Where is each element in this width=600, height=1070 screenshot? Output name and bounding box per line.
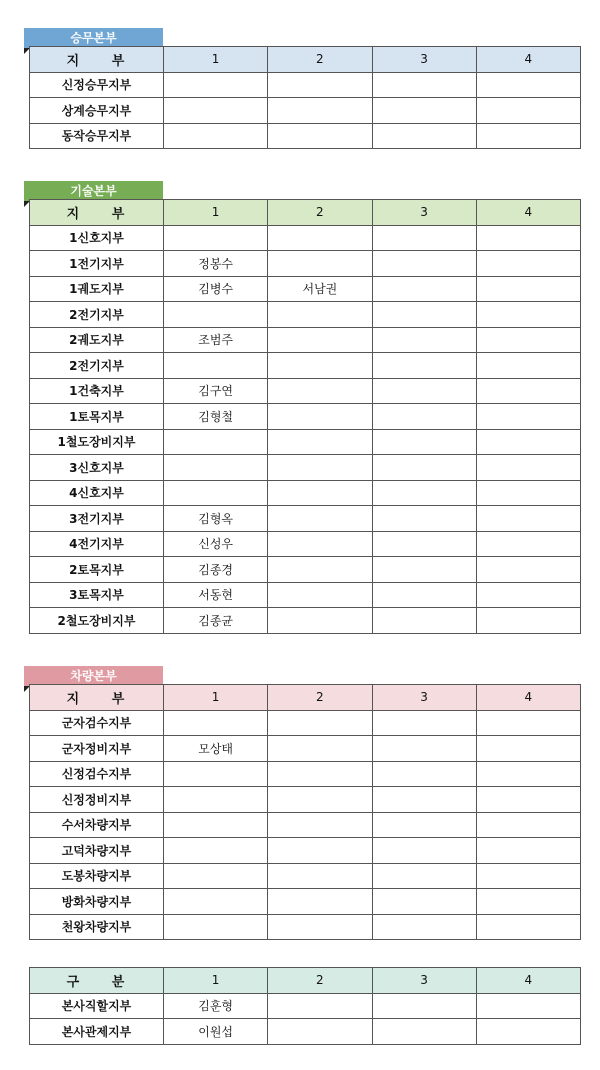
header-label: 지 부	[30, 685, 164, 711]
cell-col-2[interactable]	[268, 812, 372, 838]
branch-name: 신정정비지부	[30, 787, 164, 813]
header-col-1: 1	[164, 685, 268, 711]
cell-col-3[interactable]	[372, 608, 476, 634]
header-col-3: 3	[372, 968, 476, 994]
branch-name: 상계승무지부	[30, 98, 164, 124]
branch-name: 신정승무지부	[30, 72, 164, 98]
cell-col-4[interactable]	[476, 761, 580, 787]
section-tab: 승무본부	[24, 28, 163, 48]
cell-col-1[interactable]: 김구연	[164, 378, 268, 404]
cell-col-3[interactable]	[372, 225, 476, 251]
cell-col-3[interactable]	[372, 787, 476, 813]
cell-col-4[interactable]	[476, 889, 580, 915]
cell-col-3[interactable]	[372, 838, 476, 864]
cell-col-3[interactable]	[372, 506, 476, 532]
cell-col-3[interactable]	[372, 582, 476, 608]
cell-col-2[interactable]	[268, 302, 372, 328]
table-header-row	[30, 968, 581, 994]
table-row	[30, 787, 581, 813]
table-row	[30, 72, 581, 98]
cell-col-2[interactable]	[268, 838, 372, 864]
branch-name: 2전기지부	[30, 353, 164, 379]
header-col-4: 4	[476, 200, 580, 226]
cell-col-1[interactable]	[164, 812, 268, 838]
branch-name: 1철도장비지부	[30, 429, 164, 455]
cell-col-1[interactable]	[164, 480, 268, 506]
cell-col-4[interactable]	[476, 225, 580, 251]
cell-col-2[interactable]	[268, 480, 372, 506]
table-row	[30, 123, 581, 149]
table-row	[30, 276, 581, 302]
cell-col-4[interactable]	[476, 838, 580, 864]
cell-col-4[interactable]	[476, 608, 580, 634]
cell-col-1[interactable]: 김종경	[164, 557, 268, 583]
cell-col-1[interactable]: 김훈형	[164, 993, 268, 1019]
branch-name: 신정검수지부	[30, 761, 164, 787]
branch-name: 본사관제지부	[30, 1019, 164, 1045]
section-tab: 차량본부	[24, 666, 163, 686]
cell-col-3[interactable]	[372, 123, 476, 149]
header-col-2: 2	[268, 200, 372, 226]
branch-name: 도봉차량지부	[30, 863, 164, 889]
cell-col-4[interactable]	[476, 455, 580, 481]
table-row	[30, 302, 581, 328]
cell-col-1[interactable]	[164, 123, 268, 149]
cell-col-4[interactable]	[476, 276, 580, 302]
table-row	[30, 557, 581, 583]
cell-col-2[interactable]	[268, 557, 372, 583]
branch-name: 4전기지부	[30, 531, 164, 557]
header-col-2: 2	[268, 47, 372, 73]
cell-col-3[interactable]	[372, 557, 476, 583]
cell-col-2[interactable]	[268, 710, 372, 736]
cell-col-2[interactable]	[268, 98, 372, 124]
cell-col-1[interactable]: 서동현	[164, 582, 268, 608]
branch-table	[29, 199, 581, 634]
table-row	[30, 327, 581, 353]
header-col-3: 3	[372, 685, 476, 711]
cell-col-2[interactable]	[268, 378, 372, 404]
cell-col-1[interactable]	[164, 72, 268, 98]
cell-col-2[interactable]	[268, 761, 372, 787]
cell-col-2[interactable]	[268, 225, 372, 251]
cell-col-4[interactable]	[476, 557, 580, 583]
table-row	[30, 812, 581, 838]
cell-col-1[interactable]	[164, 710, 268, 736]
branch-name: 1신호지부	[30, 225, 164, 251]
cell-col-3[interactable]	[372, 863, 476, 889]
cell-col-2[interactable]	[268, 787, 372, 813]
cell-col-3[interactable]	[372, 353, 476, 379]
branch-name: 3신호지부	[30, 455, 164, 481]
cell-col-2[interactable]	[268, 914, 372, 940]
table-row	[30, 404, 581, 430]
table-row	[30, 889, 581, 915]
cell-col-4[interactable]	[476, 251, 580, 277]
cell-col-3[interactable]	[372, 531, 476, 557]
cell-col-3[interactable]	[372, 761, 476, 787]
branch-name: 3전기지부	[30, 506, 164, 532]
cell-col-4[interactable]	[476, 582, 580, 608]
table-row	[30, 736, 581, 762]
cell-col-1[interactable]: 정봉수	[164, 251, 268, 277]
cell-col-2[interactable]	[268, 72, 372, 98]
branch-table	[29, 684, 581, 940]
branch-table	[29, 46, 581, 149]
cell-col-1[interactable]: 김병수	[164, 276, 268, 302]
cell-col-4[interactable]	[476, 480, 580, 506]
table-header-row	[30, 200, 581, 226]
cell-col-1[interactable]: 이원섭	[164, 1019, 268, 1045]
header-col-1: 1	[164, 200, 268, 226]
cell-col-3[interactable]	[372, 993, 476, 1019]
header-col-4: 4	[476, 968, 580, 994]
cell-col-3[interactable]	[372, 276, 476, 302]
cell-col-2[interactable]	[268, 429, 372, 455]
table-row	[30, 582, 581, 608]
table-row	[30, 863, 581, 889]
branch-name: 수서차량지부	[30, 812, 164, 838]
branch-name: 방화차량지부	[30, 889, 164, 915]
branch-name: 군자정비지부	[30, 736, 164, 762]
cell-col-2[interactable]	[268, 404, 372, 430]
section-tab: 기술본부	[24, 181, 163, 201]
cell-col-2[interactable]	[268, 1019, 372, 1045]
cell-col-4[interactable]	[476, 404, 580, 430]
cell-col-1[interactable]	[164, 787, 268, 813]
branch-table	[29, 967, 581, 1045]
header-col-4: 4	[476, 47, 580, 73]
cell-col-2[interactable]	[268, 736, 372, 762]
cell-col-1[interactable]: 김형옥	[164, 506, 268, 532]
branch-name: 천왕차량지부	[30, 914, 164, 940]
cell-col-3[interactable]	[372, 378, 476, 404]
cell-col-2[interactable]	[268, 889, 372, 915]
cell-col-2[interactable]	[268, 582, 372, 608]
cell-col-3[interactable]	[372, 302, 476, 328]
table-row	[30, 993, 581, 1019]
table-row	[30, 506, 581, 532]
cell-col-4[interactable]	[476, 1019, 580, 1045]
table-row	[30, 225, 581, 251]
cell-col-2[interactable]: 서남권	[268, 276, 372, 302]
table-row	[30, 353, 581, 379]
cell-col-4[interactable]	[476, 914, 580, 940]
cell-col-3[interactable]	[372, 889, 476, 915]
table-row	[30, 608, 581, 634]
table-header-row	[30, 47, 581, 73]
cell-col-4[interactable]	[476, 429, 580, 455]
header-col-4: 4	[476, 685, 580, 711]
cell-col-1[interactable]	[164, 761, 268, 787]
cell-col-1[interactable]: 김종균	[164, 608, 268, 634]
header-label: 지 부	[30, 47, 164, 73]
cell-col-4[interactable]	[476, 98, 580, 124]
cell-col-4[interactable]	[476, 378, 580, 404]
header-label: 구 분	[30, 968, 164, 994]
cell-col-4[interactable]	[476, 993, 580, 1019]
cell-col-2[interactable]	[268, 531, 372, 557]
cell-col-1[interactable]	[164, 353, 268, 379]
cell-col-2[interactable]	[268, 993, 372, 1019]
cell-col-3[interactable]	[372, 98, 476, 124]
cell-col-3[interactable]	[372, 1019, 476, 1045]
cell-col-1[interactable]	[164, 914, 268, 940]
cell-col-2[interactable]	[268, 608, 372, 634]
branch-name: 1토목지부	[30, 404, 164, 430]
branch-name: 4신호지부	[30, 480, 164, 506]
branch-name: 1건축지부	[30, 378, 164, 404]
branch-name: 고덕차량지부	[30, 838, 164, 864]
cell-col-1[interactable]: 신성우	[164, 531, 268, 557]
cell-col-1[interactable]	[164, 302, 268, 328]
cell-col-3[interactable]	[372, 914, 476, 940]
header-col-3: 3	[372, 200, 476, 226]
cell-col-3[interactable]	[372, 404, 476, 430]
table-row	[30, 429, 581, 455]
branch-name: 동작승무지부	[30, 123, 164, 149]
table-row	[30, 1019, 581, 1045]
cell-col-2[interactable]	[268, 863, 372, 889]
cell-col-4[interactable]	[476, 72, 580, 98]
table-row	[30, 455, 581, 481]
table-header-row	[30, 685, 581, 711]
branch-name: 군자검수지부	[30, 710, 164, 736]
cell-col-2[interactable]	[268, 327, 372, 353]
branch-name: 본사직할지부	[30, 993, 164, 1019]
cell-col-4[interactable]	[476, 302, 580, 328]
cell-col-3[interactable]	[372, 429, 476, 455]
table-row	[30, 838, 581, 864]
cell-col-2[interactable]	[268, 455, 372, 481]
cell-col-1[interactable]	[164, 225, 268, 251]
cell-col-4[interactable]	[476, 812, 580, 838]
table-row	[30, 914, 581, 940]
cell-col-3[interactable]	[372, 327, 476, 353]
cell-col-1[interactable]	[164, 889, 268, 915]
table-row	[30, 761, 581, 787]
cell-col-4[interactable]	[476, 506, 580, 532]
cell-col-4[interactable]	[476, 736, 580, 762]
table-row	[30, 480, 581, 506]
table-row	[30, 251, 581, 277]
cell-col-4[interactable]	[476, 710, 580, 736]
cell-col-1[interactable]: 모상태	[164, 736, 268, 762]
cell-col-3[interactable]	[372, 251, 476, 277]
cell-col-4[interactable]	[476, 787, 580, 813]
cell-col-1[interactable]	[164, 838, 268, 864]
branch-name: 2궤도지부	[30, 327, 164, 353]
header-col-3: 3	[372, 47, 476, 73]
cell-col-2[interactable]	[268, 123, 372, 149]
cell-col-3[interactable]	[372, 710, 476, 736]
cell-col-1[interactable]	[164, 98, 268, 124]
table-row	[30, 378, 581, 404]
cell-col-1[interactable]: 조범주	[164, 327, 268, 353]
cell-col-4[interactable]	[476, 863, 580, 889]
cell-col-1[interactable]	[164, 455, 268, 481]
cell-col-4[interactable]	[476, 531, 580, 557]
table-row	[30, 98, 581, 124]
cell-col-4[interactable]	[476, 353, 580, 379]
cell-col-4[interactable]	[476, 327, 580, 353]
cell-col-3[interactable]	[372, 736, 476, 762]
branch-name: 1전기지부	[30, 251, 164, 277]
table-row	[30, 710, 581, 736]
header-col-2: 2	[268, 685, 372, 711]
header-col-1: 1	[164, 47, 268, 73]
cell-col-1[interactable]: 김형철	[164, 404, 268, 430]
branch-name: 2토목지부	[30, 557, 164, 583]
cell-col-2[interactable]	[268, 506, 372, 532]
cell-col-1[interactable]	[164, 863, 268, 889]
cell-col-1[interactable]	[164, 429, 268, 455]
cell-col-3[interactable]	[372, 455, 476, 481]
branch-name: 3토목지부	[30, 582, 164, 608]
cell-col-4[interactable]	[476, 123, 580, 149]
cell-col-2[interactable]	[268, 353, 372, 379]
cell-col-3[interactable]	[372, 480, 476, 506]
header-label: 지 부	[30, 200, 164, 226]
branch-name: 1궤도지부	[30, 276, 164, 302]
cell-col-2[interactable]	[268, 251, 372, 277]
table-row	[30, 531, 581, 557]
branch-name: 2전기지부	[30, 302, 164, 328]
header-col-2: 2	[268, 968, 372, 994]
cell-col-3[interactable]	[372, 812, 476, 838]
header-col-1: 1	[164, 968, 268, 994]
cell-col-3[interactable]	[372, 72, 476, 98]
branch-name: 2철도장비지부	[30, 608, 164, 634]
